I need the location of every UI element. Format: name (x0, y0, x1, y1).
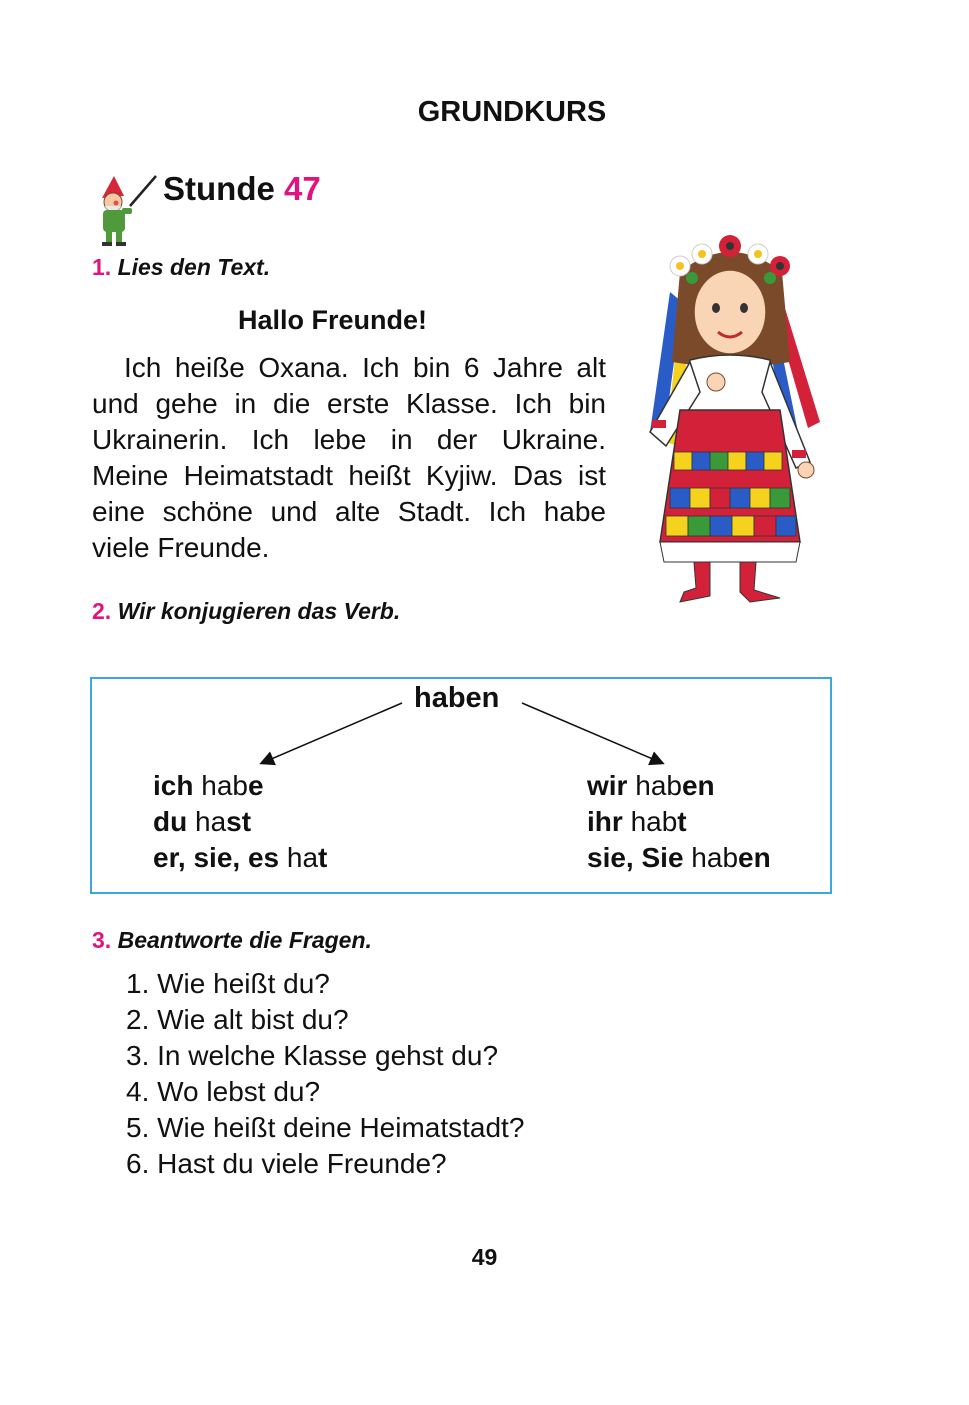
conjugation-row: ihr habt (587, 806, 687, 837)
conjugation-row: ich habe (153, 770, 264, 801)
list-item: 2. Wie alt bist du? (126, 1004, 349, 1035)
left-arrow (262, 703, 402, 763)
task-3-title: Beantworte die Fragen. (117, 927, 372, 953)
lesson-word: Stunde (163, 170, 275, 207)
task-1-number: 1. (92, 254, 112, 280)
list-item: 5. Wie heißt deine Heimatstadt? (126, 1112, 525, 1143)
conjugation-row: sie, Sie haben (587, 842, 771, 873)
list-item: 4. Wo lebst du? (126, 1076, 321, 1107)
list-item: 3. In welche Klasse gehst du? (126, 1040, 499, 1071)
reading-text (92, 350, 606, 566)
task-1-title: Lies den Text. (117, 254, 271, 280)
page-number: 49 (471, 1244, 498, 1270)
task-2-title: Wir konjugieren das Verb. (117, 598, 401, 624)
right-arrow (522, 703, 662, 763)
lesson-number: 47 (284, 170, 321, 207)
reading-title: Hallo Freunde! (238, 305, 428, 335)
reading-paragraph: Ich heiße Oxana. Ich bin 6 Jahre alt und gehe in die erste Klasse. Ich bin Ukrainerin. Ich lebe in der Ukraine. Meine Heimatstadt heißt Kyjiw. Das ist eine schöne und alte Stadt. Ich habe viele Freunde. (92, 352, 606, 563)
task-3-heading (92, 927, 372, 954)
task-2-number: 2. (92, 598, 112, 624)
list-item: 1. Wie heißt du? (126, 968, 330, 999)
question-list (126, 966, 524, 1182)
conjugation-row: wir haben (587, 770, 715, 801)
conjugation-row: du hast (153, 806, 252, 837)
list-item: 6. Hast du viele Freunde? (126, 1148, 447, 1179)
gnome-teacher-icon (92, 172, 160, 248)
task-3-number: 3. (92, 927, 112, 953)
task-2-heading (92, 598, 400, 625)
conjugation-verb: haben (414, 682, 500, 714)
ukrainian-girl-illustration (630, 232, 835, 606)
conjugation-plural (587, 768, 771, 876)
conjugation-row: er, sie, es hat (153, 842, 328, 873)
task-1-heading (92, 254, 270, 281)
conjugation-singular (153, 768, 327, 876)
lesson-title (163, 170, 321, 208)
running-header: GRUNDKURS (417, 96, 607, 128)
